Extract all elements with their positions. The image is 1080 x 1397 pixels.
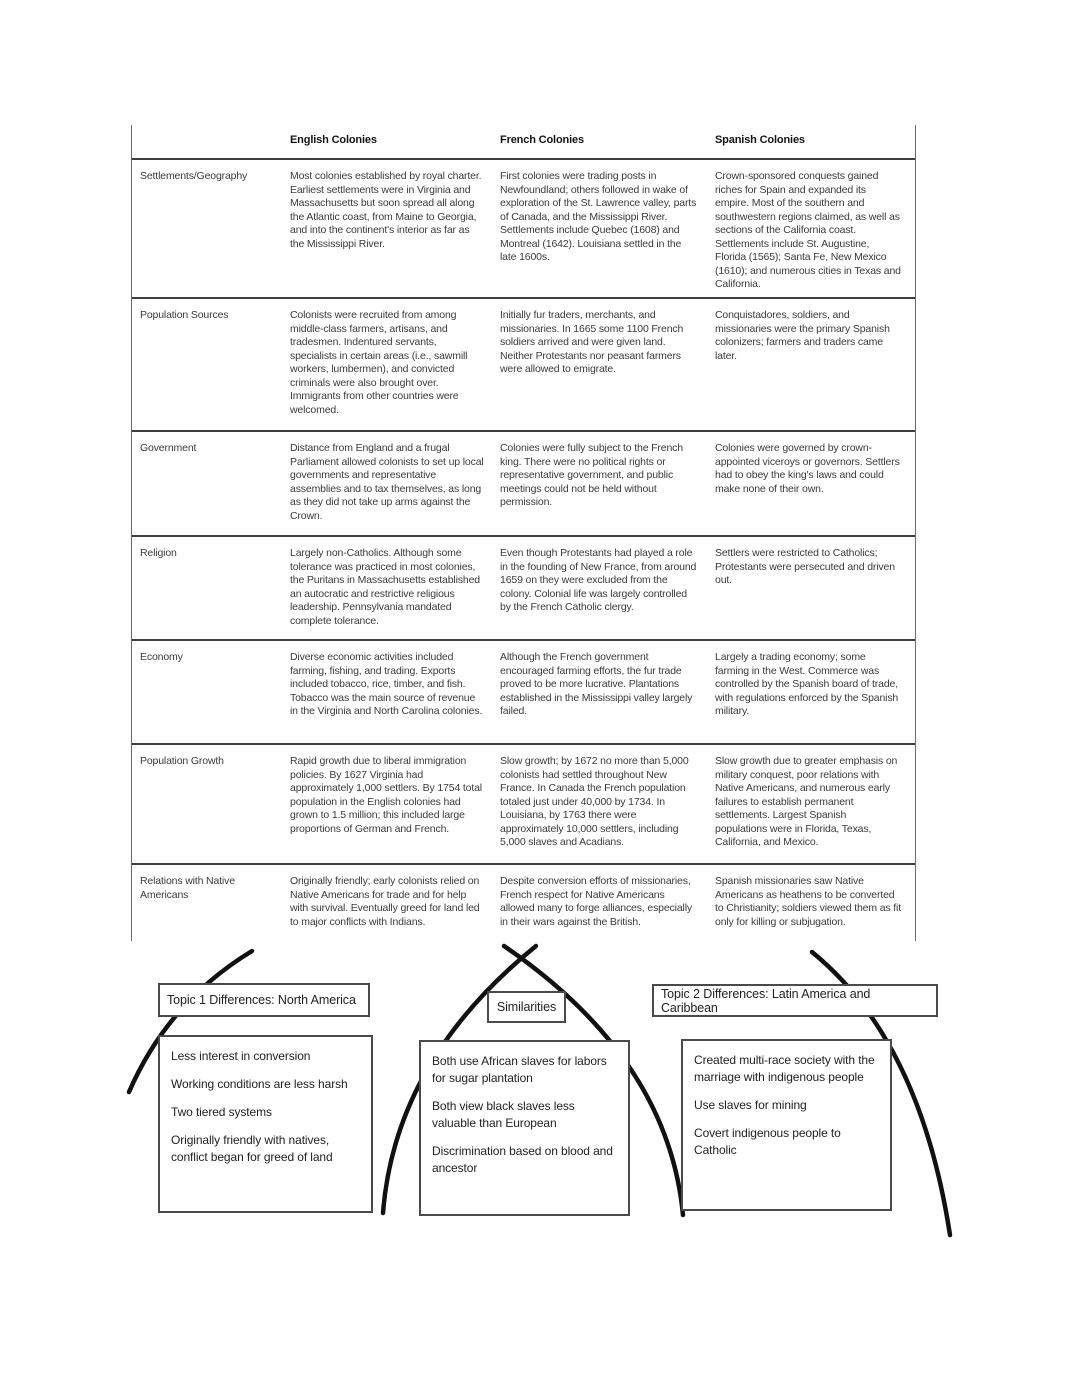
cell-french: Initially fur traders, merchants, and missionaries. In 1665 some 1100 French soldiers arrived and were given land. Neither Protestants nor peasant farmers were allowed to emigrate. xyxy=(500,309,684,375)
colonies-comparison-table xyxy=(131,125,916,941)
topic1-title-box xyxy=(158,983,370,1017)
column-header-english: English Colonies xyxy=(290,134,377,146)
similarities-list xyxy=(419,1040,630,1216)
cell-french: Even though Protestants had played a role in the founding of New France, from around 1659 on they were excluded from the colony. Colonial life was largely controlled by the French Catholic clergy. xyxy=(500,547,697,613)
cell-french: Slow growth; by 1672 no more than 5,000 colonists had settled throughout New France. In Canada the French population totaled just under 40,000 by 1734. In Louisiana, by 1763 there were approximately 10,000 settlers, including 5,000 slaves and Acadians. xyxy=(500,755,689,848)
cell-french: Colonies were fully subject to the French king. There were no political rights or representative government, and public meetings could not be held without permission. xyxy=(500,442,683,508)
column-header-french: French Colonies xyxy=(500,134,584,146)
topic2-differences-list xyxy=(681,1039,892,1211)
cell-spanish: Conquistadores, soldiers, and missionaries were the primary Spanish colonizers; farmers and traders came later. xyxy=(715,309,890,362)
cell-english: Originally friendly; early colonists relied on Native Americans for trade and for help with survival. Eventually greed for land led to major conflicts with Indians. xyxy=(290,875,480,928)
cell-spanish: Slow growth due to greater emphasis on military conquest, poor relations with Native Americans, and numerous early failures to establish permanent settlements. Largest Spanish populations were in Florida, Texas, California, and Mexico. xyxy=(715,755,898,848)
table-row xyxy=(132,743,915,863)
cell-english: Rapid growth due to liberal immigration policies. By 1627 Virginia had approximately 1,000 settlers. By 1754 total population in the English colonies had grown to 1.5 million; this included large proportions of German and French. xyxy=(290,755,482,835)
list-item: Covert indigenous people to Catholic xyxy=(694,1126,841,1157)
cell-english: Most colonies established by royal charter. Earliest settlements were in Virginia and Massachusetts but soon spread all along the Atlantic coast, from Maine to Georgia, and into the continent's interior as far as the Mississippi River. xyxy=(290,170,482,250)
table-row xyxy=(132,639,915,743)
list-item: Both view black slaves less valuable than European xyxy=(432,1099,575,1130)
cell-french: Despite conversion efforts of missionaries, French respect for Native Americans allowed many to forge alliances, especially in their wars against the British. xyxy=(500,875,692,928)
list-item: Use slaves for mining xyxy=(694,1098,807,1112)
row-label: Population Sources xyxy=(140,309,229,321)
list-item: Working conditions are less harsh xyxy=(171,1077,348,1091)
topic1-differences-list xyxy=(158,1035,373,1213)
list-item: Originally friendly with natives, conflict began for greed of land xyxy=(171,1133,333,1164)
list-item: Two tiered systems xyxy=(171,1105,272,1119)
cell-spanish: Spanish missionaries saw Native Americans as heathens to be converted to Christianity; soldiers viewed them as fit only for killing or subjugation. xyxy=(715,875,901,928)
cell-spanish: Crown-sponsored conquests gained riches for Spain and expanded its empire. Most of the southern and southwestern regions claimed, as well as sections of the California coast. Settlements include St. Augustine, Florida (1565); Santa Fe, New Mexico (1610); and numerous cities in Texas and California. xyxy=(715,170,901,290)
table-row xyxy=(132,158,915,297)
cell-english: Largely non-Catholics. Although some tolerance was practiced in most colonies, the Puritans in Massachusetts established an autocratic and restrictive religious leadership. Pennsylvania mandated complete tolerance. xyxy=(290,547,480,627)
table-row xyxy=(132,535,915,639)
row-label: Religion xyxy=(140,547,177,559)
row-label: Population Growth xyxy=(140,755,224,767)
header-spacer xyxy=(132,125,288,158)
row-label: Economy xyxy=(140,651,183,663)
row-label: Settlements/Geography xyxy=(140,170,248,182)
list-item: Discrimination based on blood and ancestor xyxy=(432,1144,613,1175)
row-label: Government xyxy=(140,442,197,454)
list-item: Less interest in conversion xyxy=(171,1049,311,1063)
cell-english: Colonists were recruited from among middle-class farmers, artisans, and tradesmen. Indentured servants, specialists in certain areas (i.e., sawmill workers, lumbermen), and convicted criminals were also brought over. Immigrants from other countries were welcomed. xyxy=(290,309,468,416)
topic2-title-box xyxy=(652,984,938,1017)
cell-spanish: Largely a trading economy; some farming in the West. Commerce was controlled by the Spanish board of trade, with regulations enforced by the Spanish military. xyxy=(715,651,899,717)
cell-english: Diverse economic activities included farming, fishing, and trading. Exports included tobacco, rice, timber, and fish. Tobacco was the main source of revenue in the Virginia and North Carolina colonies. xyxy=(290,651,483,717)
similarities-title-label: Similarities xyxy=(496,1000,557,1014)
topic1-title-label: Topic 1 Differences: North America xyxy=(167,993,356,1007)
cell-french: Although the French government encouraged farming efforts, the fur trade proved to be more lucrative. Plantations established in the Mississippi valley largely failed. xyxy=(500,651,693,717)
column-header-spanish: Spanish Colonies xyxy=(715,134,805,146)
cell-spanish: Settlers were restricted to Catholics; Protestants were persecuted and driven out. xyxy=(715,547,895,586)
list-item: Created multi-race society with the marriage with indigenous people xyxy=(694,1053,875,1084)
cell-spanish: Colonies were governed by crown-appointed viceroys or governors. Settlers had to obey the king's laws and could make none of their own. xyxy=(715,442,900,495)
table-row xyxy=(132,430,915,535)
cell-french: First colonies were trading posts in Newfoundland; others followed in wake of exploration of the St. Lawrence valley, parts of Canada, and the Mississippi River. Settlements include Quebec (1608) and Montreal (1642). Louisiana settled in the late 1600s. xyxy=(500,170,697,263)
similarities-title-box xyxy=(487,991,566,1023)
table-row xyxy=(132,297,915,430)
topic2-title-label: Topic 2 Differences: Latin America and Caribbean xyxy=(661,986,871,1015)
table-row xyxy=(132,863,915,941)
list-item: Both use African slaves for labors for sugar plantation xyxy=(432,1054,607,1085)
row-label: Relations with Native Americans xyxy=(140,875,235,901)
table-header-row xyxy=(132,125,915,158)
cell-english: Distance from England and a frugal Parliament allowed colonists to set up local governments and representative assemblies and to tax themselves, as long as they did not take up arms against the Crown. xyxy=(290,442,484,522)
